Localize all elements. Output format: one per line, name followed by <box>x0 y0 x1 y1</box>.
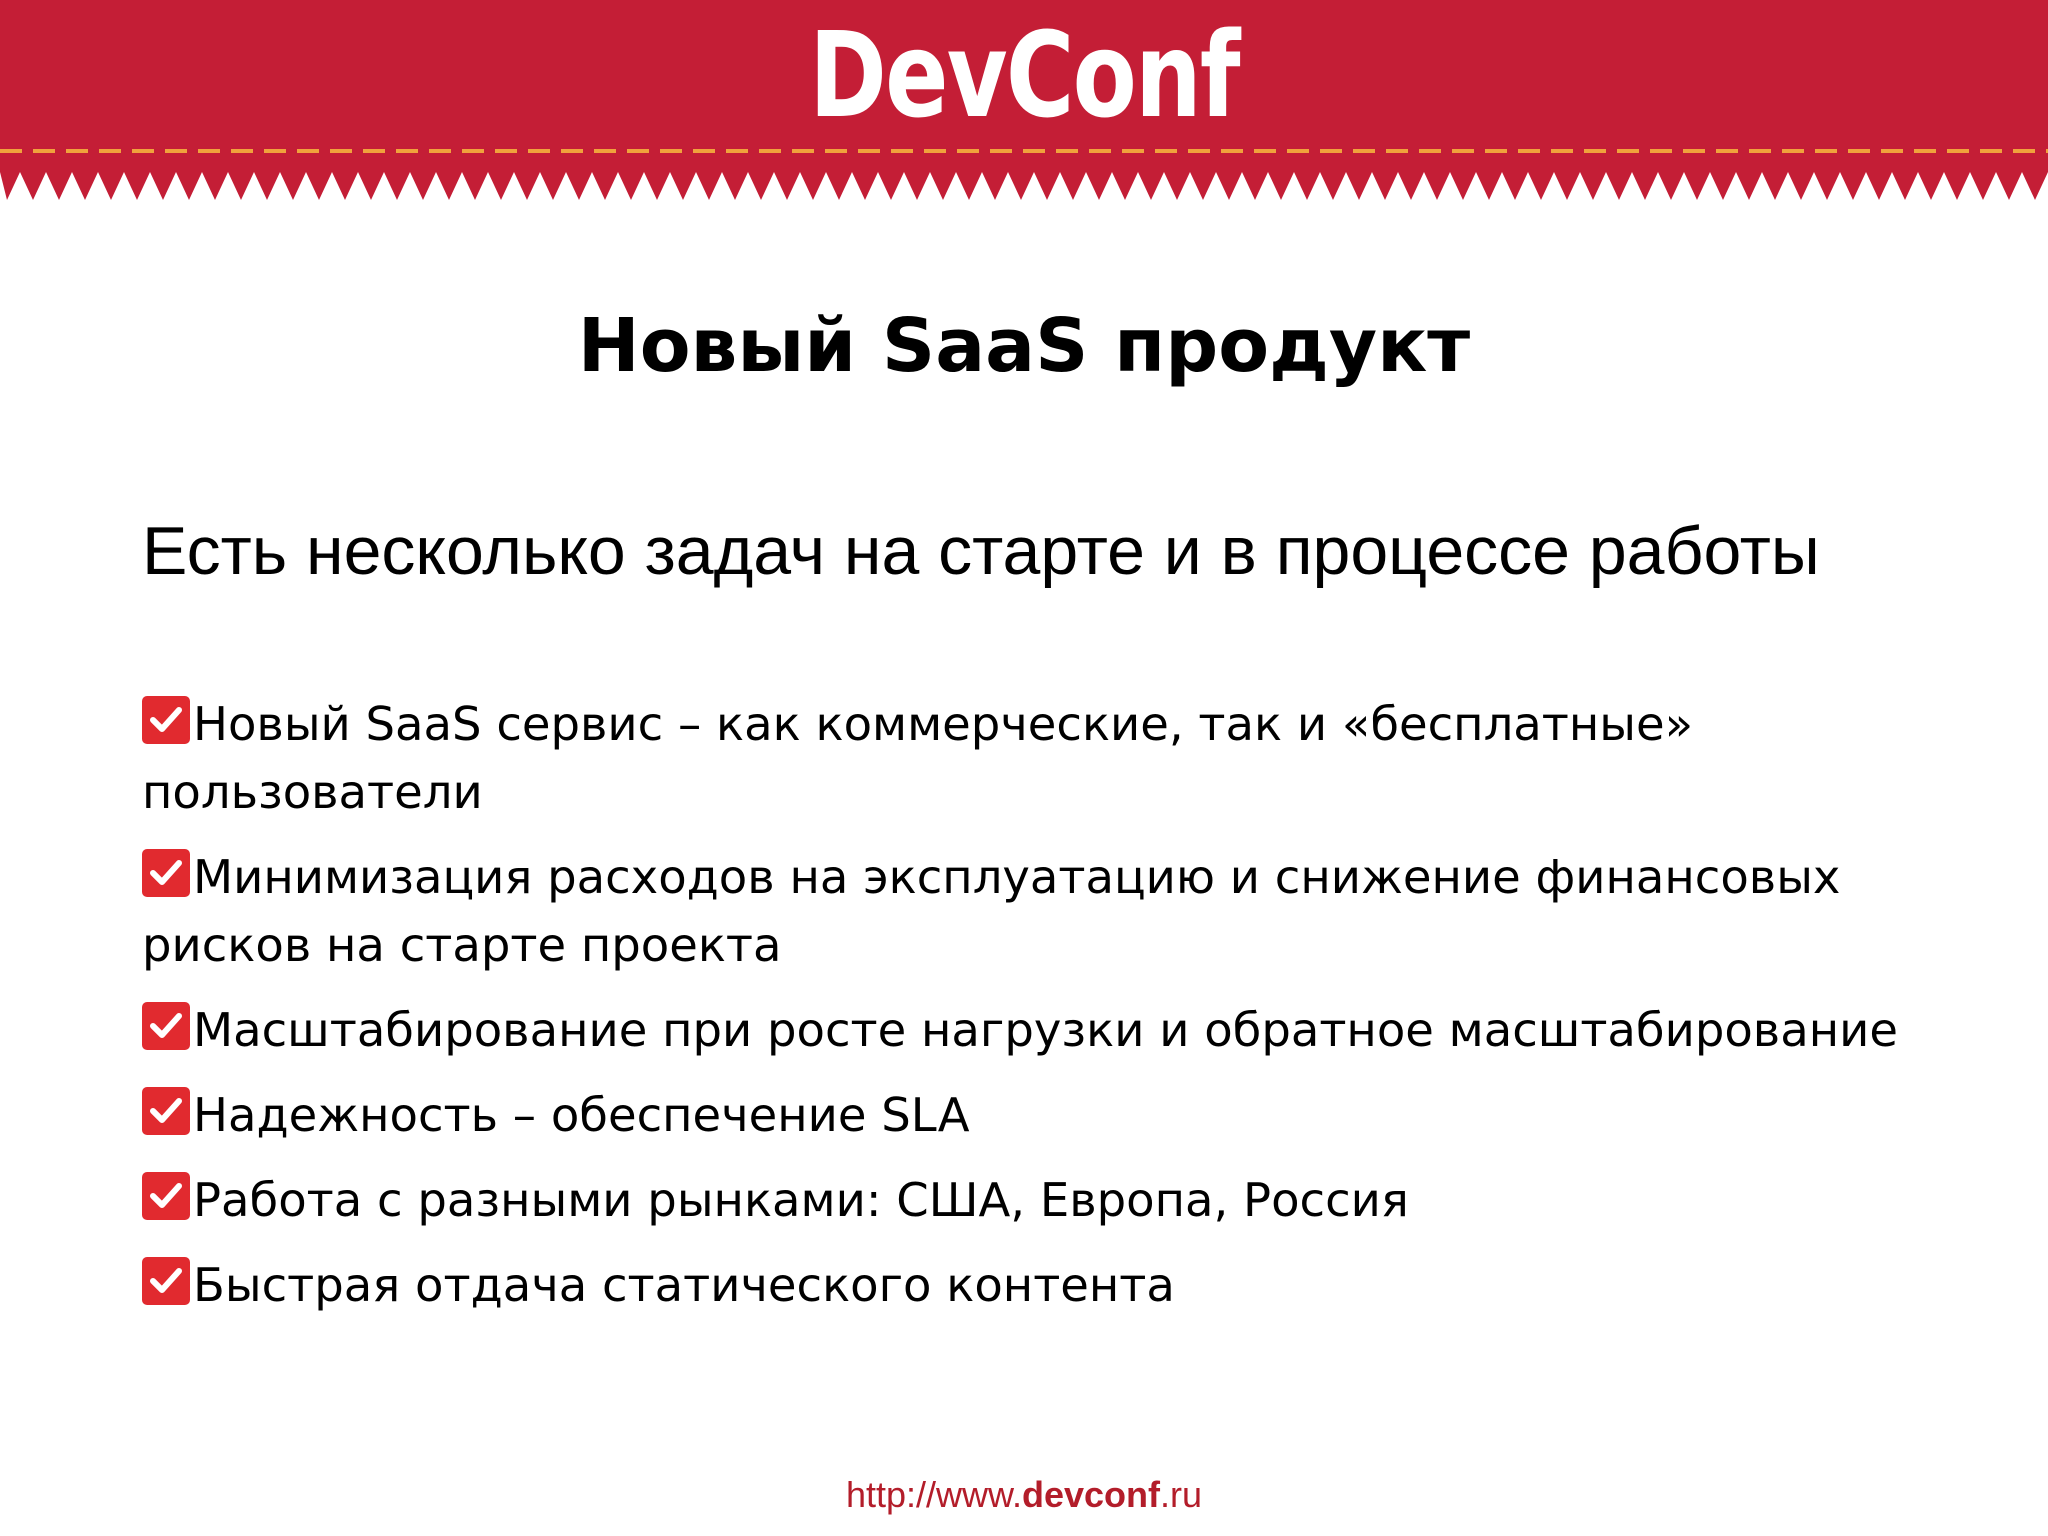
footer-url-domain: devconf <box>1022 1474 1161 1515</box>
slide-subtitle: Есть несколько задач на старте и в процессе работы <box>142 513 1820 589</box>
devconf-logo: DevConf <box>809 6 1239 144</box>
bullet-text: Новый SaaS сервис – как коммерческие, так и «бесплатные» пользователи <box>142 697 1694 819</box>
bullet-item <box>142 1166 1992 1234</box>
bullet-item <box>142 843 1992 979</box>
bullet-item <box>142 1081 1992 1149</box>
bullet-text: Надежность – обеспечение SLA <box>193 1088 970 1142</box>
footer-url-prefix: http://www. <box>845 1474 1022 1515</box>
bullet-text: Минимизация расходов на эксплуатацию и снижение финансовых рисков на старте проекта <box>142 850 1841 972</box>
checkbox-checked-icon <box>142 696 190 744</box>
bullet-item <box>142 690 1992 826</box>
bullet-text: Масштабирование при росте нагрузки и обратное масштабирование <box>193 1003 1898 1057</box>
checkbox-checked-icon <box>142 849 190 897</box>
header-banner <box>0 0 2048 200</box>
footer-url-suffix: .ru <box>1160 1474 1203 1515</box>
bullet-text: Работа с разными рынками: США, Европа, Россия <box>193 1173 1409 1227</box>
footer-url[interactable] <box>0 1470 2048 1520</box>
bullet-item <box>142 996 1992 1064</box>
checkbox-checked-icon <box>142 1257 190 1305</box>
checkbox-checked-icon <box>142 1087 190 1135</box>
checkbox-checked-icon <box>142 1172 190 1220</box>
checkbox-checked-icon <box>142 1002 190 1050</box>
slide-title: Новый SaaS продукт <box>577 303 1471 389</box>
bullet-text: Быстрая отдача статического контента <box>193 1258 1175 1312</box>
bullet-item <box>142 1251 1992 1319</box>
bullet-list <box>142 690 1992 1336</box>
